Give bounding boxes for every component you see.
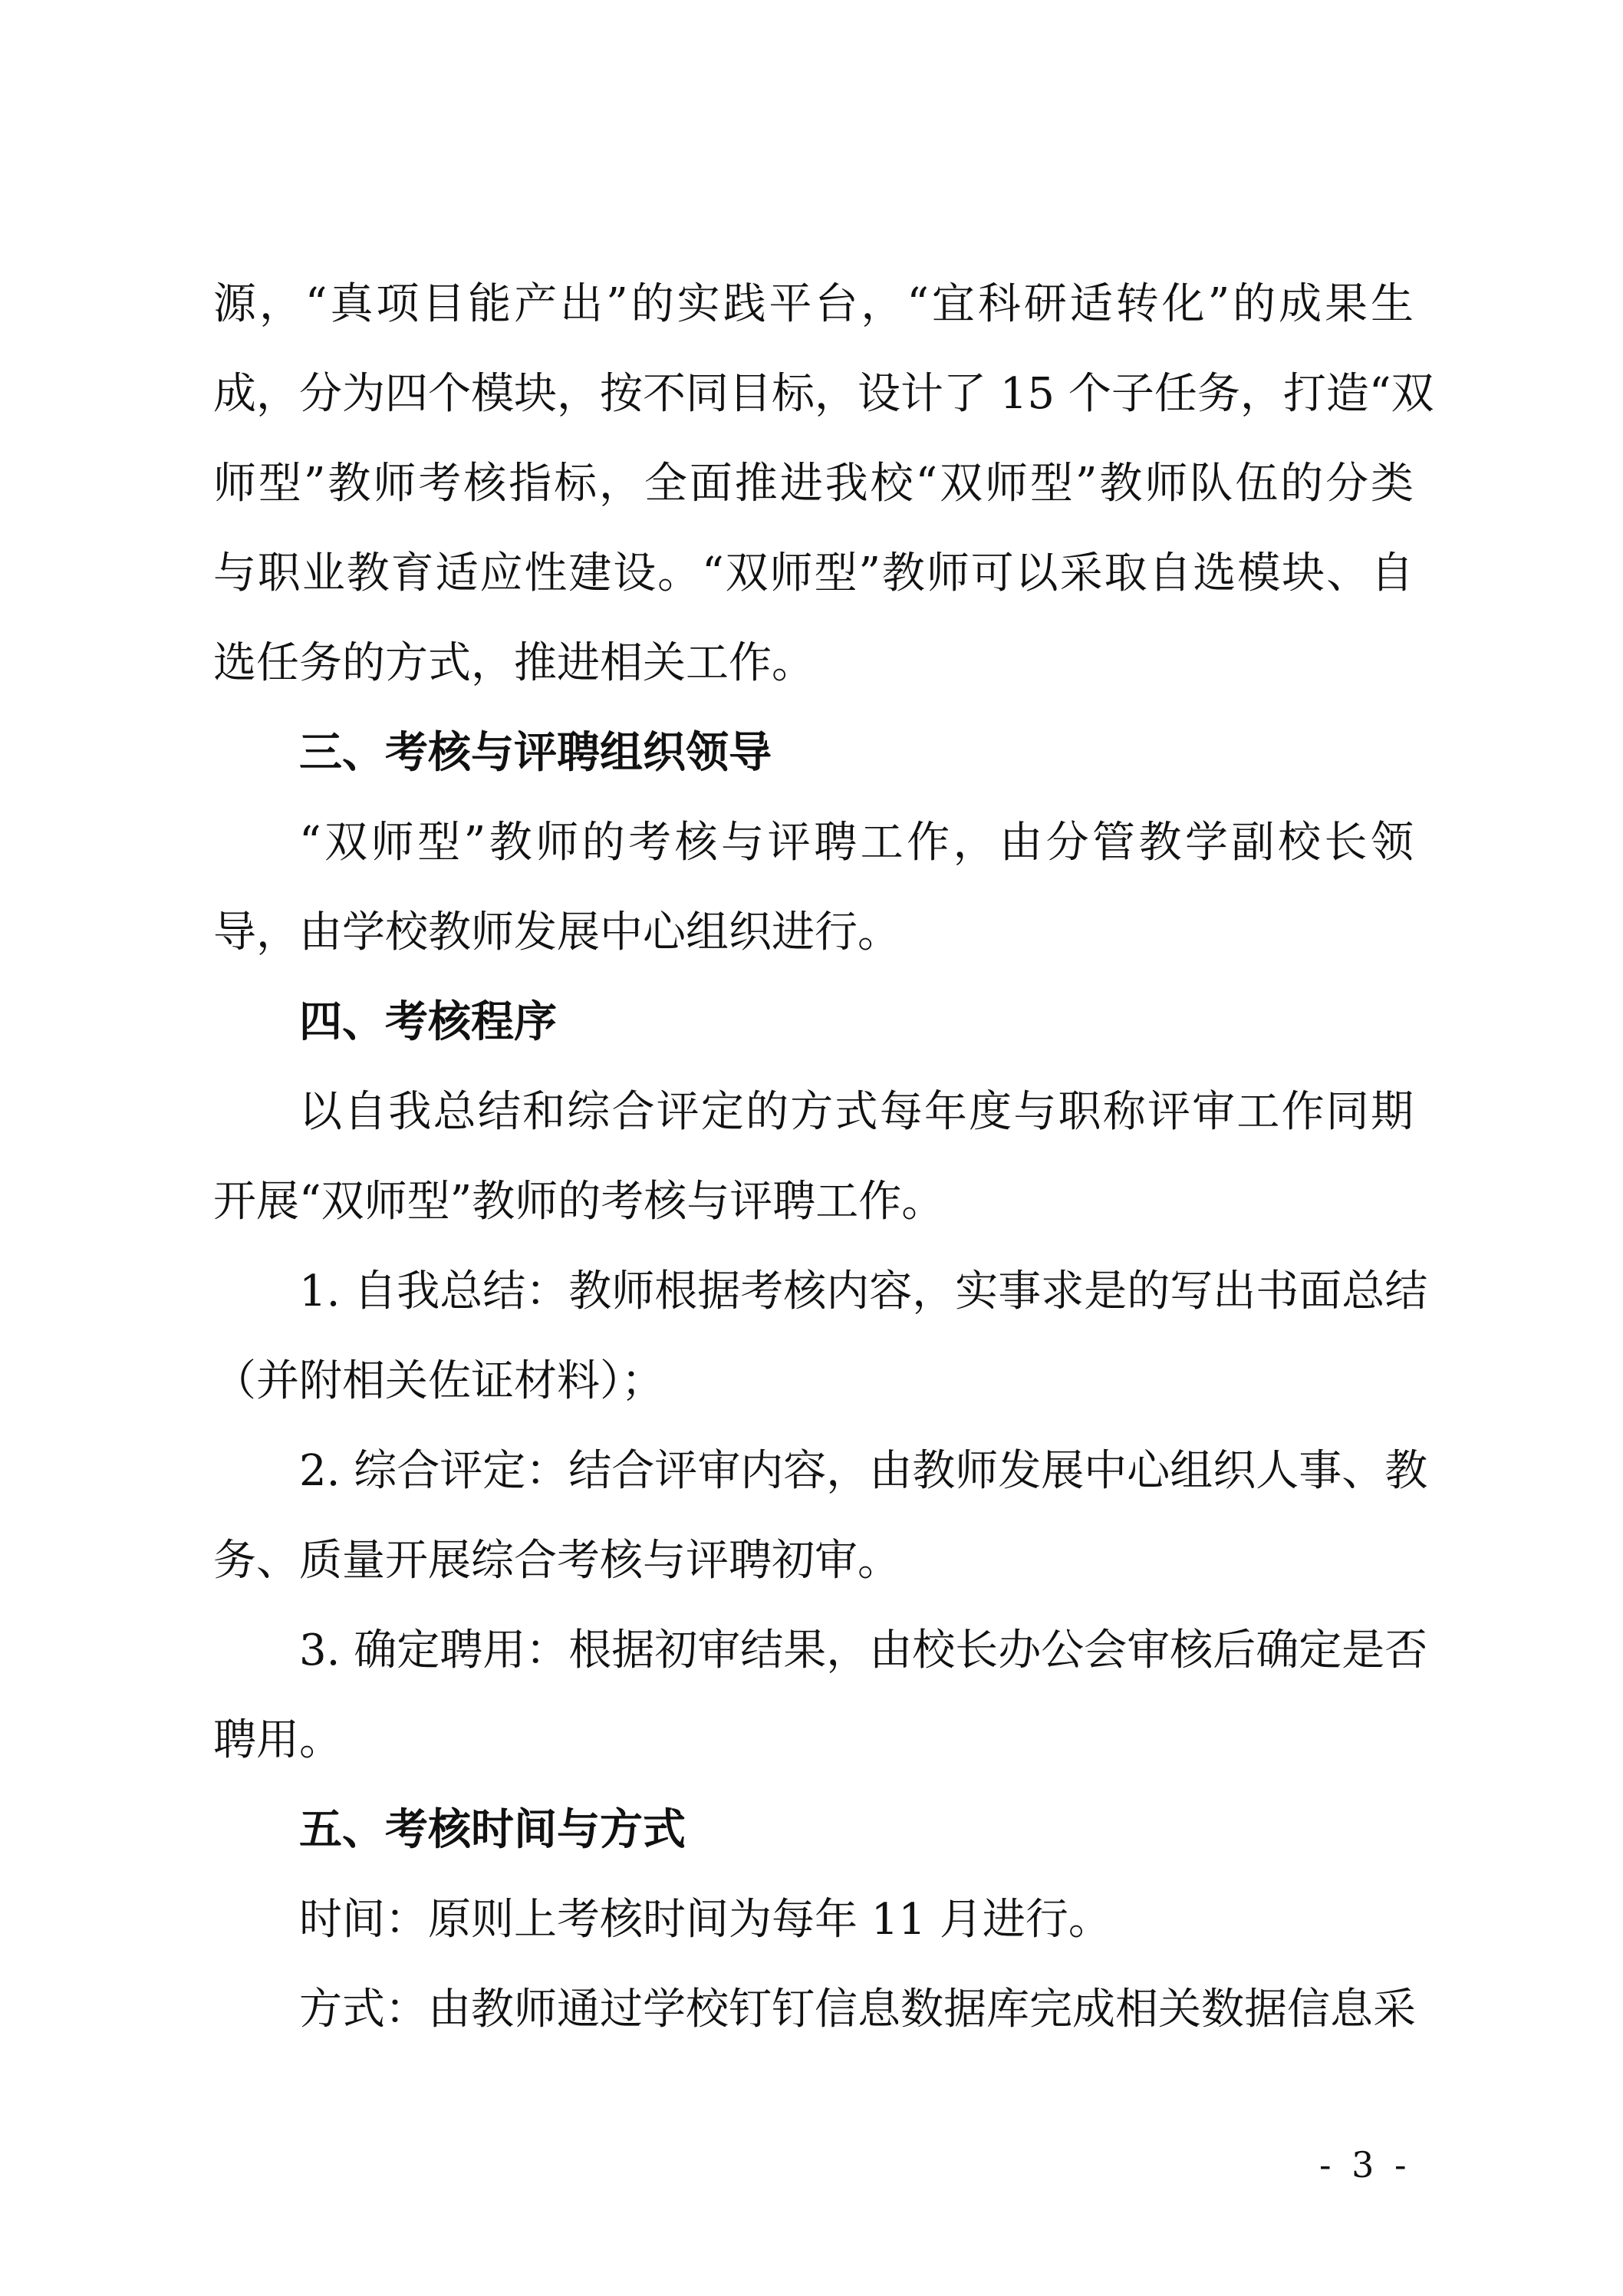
section-heading-4: 四、考核程序 — [299, 997, 557, 1047]
section-heading-5: 五、考核时间与方式 — [299, 1805, 686, 1855]
body-text-line: 时间：原则上考核时间为每年 11 月进行。 — [299, 1895, 1111, 1945]
numbered-item-2: 2. 综合评定：结合评审内容，由教师发展中心组织人事、教 — [299, 1446, 1428, 1496]
body-text-line: “双师型”教师的考核与评聘工作，由分管教学副校长领 — [299, 818, 1414, 868]
document-body — [213, 259, 1434, 2054]
body-text-line: 与职业教育适应性建设。“双师型”教师可以采取自选模块、自 — [213, 548, 1414, 598]
page-number: - 3 - — [1319, 2144, 1411, 2186]
body-text-line: 师型”教师考核指标，全面推进我校“双师型”教师队伍的分类 — [213, 459, 1414, 509]
numbered-item-1: 1. 自我总结：教师根据考核内容，实事求是的写出书面总结 — [299, 1267, 1428, 1316]
body-text-line: 导，由学校教师发展中心组织进行。 — [213, 908, 900, 957]
body-text-line: 选任务的方式，推进相关工作。 — [213, 638, 815, 688]
body-text-line: 方式：由教师通过学校钉钉信息数据库完成相关数据信息采 — [299, 1985, 1416, 2034]
body-text-line: 以自我总结和综合评定的方式每年度与职称评审工作同期 — [299, 1087, 1414, 1137]
body-text-line: 源，“真项目能产出”的实践平台，“宜科研适转化”的成果生 — [213, 279, 1414, 329]
body-text-line: 务、质量开展综合考核与评聘初审。 — [213, 1536, 900, 1586]
body-text-line: （并附相关佐证材料）； — [213, 1356, 664, 1406]
body-text-line: 开展“双师型”教师的考核与评聘工作。 — [213, 1177, 945, 1227]
section-heading-3: 三、考核与评聘组织领导 — [299, 728, 772, 778]
body-text-line: 成，分为四个模块，按不同目标，设计了 15 个子任务，打造“双 — [213, 369, 1434, 419]
numbered-item-3: 3. 确定聘用：根据初审结果，由校长办公会审核后确定是否 — [299, 1626, 1428, 1675]
body-text-line: 聘用。 — [213, 1715, 342, 1765]
